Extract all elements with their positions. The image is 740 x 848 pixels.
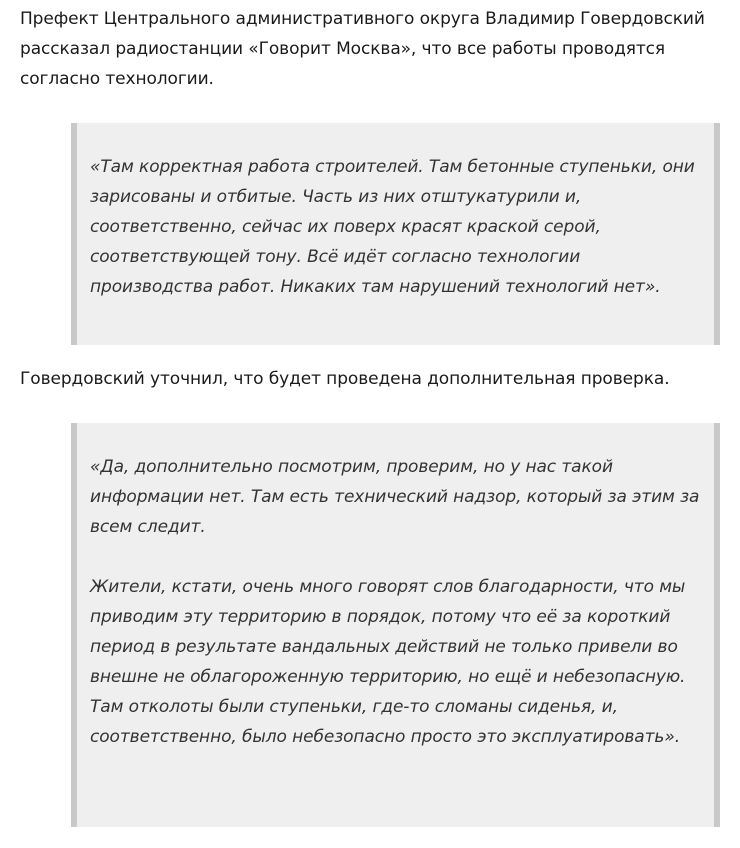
- blockquote-1: [71, 123, 720, 345]
- quote-1-text: «Там корректная работа строителей. Там бетонные ступеньки, они зарисованы и отбитые. Часть из них отштукатурили и, соответственно, сейчас их поверх красят краской серой, соответствующей тону. Всё идёт согласно технологии производства работ. Никаких там нарушений технологий нет».: [90, 157, 695, 297]
- quote-2-paragraph-2: Жители, кстати, очень много говорят слов благодарности, что мы приводим эту территорию в порядок, потому что её за короткий период в результате вандальных действий не только привели во внешне не облагороженную территорию, но ещё и небезопасную. Там отколоты были ступеньки, где-то сломаны сиденья, и, соответственно, было небезопасно просто это эксплуатировать».: [90, 577, 686, 747]
- blockquote-2: [71, 423, 720, 827]
- intro-paragraph: Префект Центрального административного округа Владимир Говердовский рассказал радиостанции «Говорит Москва», что все работы проводятся согласно технологии.: [20, 9, 705, 89]
- middle-paragraph: Говердовский уточнил, что будет проведена дополнительная проверка.: [20, 369, 670, 389]
- quote-2-paragraph-1: «Да, дополнительно посмотрим, проверим, но у нас такой информации нет. Там есть технический надзор, который за этим за всем следит.: [90, 457, 700, 537]
